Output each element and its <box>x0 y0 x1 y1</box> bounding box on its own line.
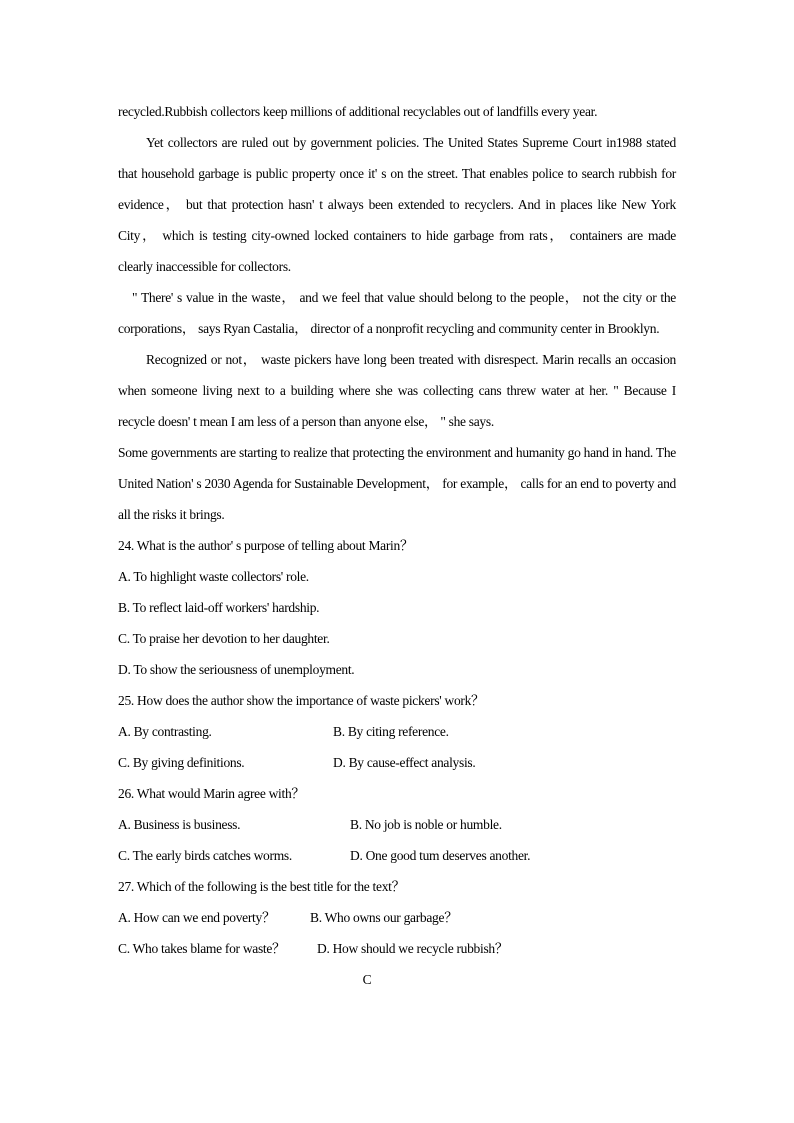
question-24-text: 24. What is the author' s purpose of telling about Marin？ <box>118 538 414 553</box>
question-25-text: 25. How does the author show the importance of waste pickers' work？ <box>118 693 485 708</box>
question-26-option-a: A. Business is business. <box>118 817 241 832</box>
question-24-option-d: D. To show the seriousness of unemployment. <box>118 662 355 677</box>
question-27-option-a: A. How can we end poverty？ <box>118 910 276 925</box>
question-27-options-row-1 <box>118 902 676 933</box>
question-26-option-d: D. One good tum deserves another. <box>350 848 531 863</box>
question-25-option-a: A. By contrasting. <box>118 724 212 739</box>
question-24-option-b: B. To reflect laid-off workers' hardship. <box>118 600 320 615</box>
question-27-text: 27. Which of the following is the best title for the text？ <box>118 879 405 894</box>
question-26-option-c: C. The early birds catches worms. <box>118 848 292 863</box>
question-26-options-row-1 <box>118 809 676 840</box>
passage-paragraph-3: " There' s value in the waste， and we feel that value should belong to the people， not the city or the corporations， says Ryan Castalia， director of a nonprofit recycling and community center in Brooklyn. <box>118 290 676 336</box>
passage-paragraph-2: Yet collectors are ruled out by government policies. The United States Supreme Court in1988 stated that household garbage is public property once it' s on the street. That enables police to search rubbish for evidence， but that protection hasn' t always been extended to recyclers. And in places like New York City， which is testing city-owned locked containers to hide garbage from rats， containers are made clearly inaccessible for collectors. <box>118 135 676 274</box>
question-27-options-row-2 <box>118 933 676 964</box>
passage-paragraph-5: Some governments are starting to realize that protecting the environment and humanity go hand in hand. The United Nation' s 2030 Agenda for Sustainable Development， for example， calls for an end to poverty and all the risks it brings. <box>118 445 676 522</box>
question-25-option-d: D. By cause-effect analysis. <box>333 755 476 770</box>
question-25-options-row-1 <box>118 716 676 747</box>
question-27-option-d: D. How should we recycle rubbish？ <box>317 941 509 956</box>
question-27-option-b: B. Who owns our garbage？ <box>310 910 458 925</box>
question-24-option-c: C. To praise her devotion to her daughter. <box>118 631 330 646</box>
question-25-option-b: B. By citing reference. <box>333 724 449 739</box>
question-25-option-c: C. By giving definitions. <box>118 755 245 770</box>
question-25-options-row-2 <box>118 747 676 778</box>
question-26-option-b: B. No job is noble or humble. <box>350 817 502 832</box>
passage-paragraph-1: recycled.Rubbish collectors keep millions of additional recyclables out of landfills every year. <box>118 104 598 119</box>
document-content <box>118 96 676 995</box>
page-footer-label: C <box>362 972 372 987</box>
question-27-option-c: C. Who takes blame for waste？ <box>118 941 286 956</box>
question-26-text: 26. What would Marin agree with？ <box>118 786 305 801</box>
question-24-option-a: A. To highlight waste collectors' role. <box>118 569 309 584</box>
question-26-options-row-2 <box>118 840 676 871</box>
passage-paragraph-4: Recognized or not， waste pickers have long been treated with disrespect. Marin recalls an occasion when someone living next to a building where she was collecting cans threw water at her. " Because I recycle doesn' t mean I am less of a person than anyone else， " she says. <box>118 352 676 429</box>
